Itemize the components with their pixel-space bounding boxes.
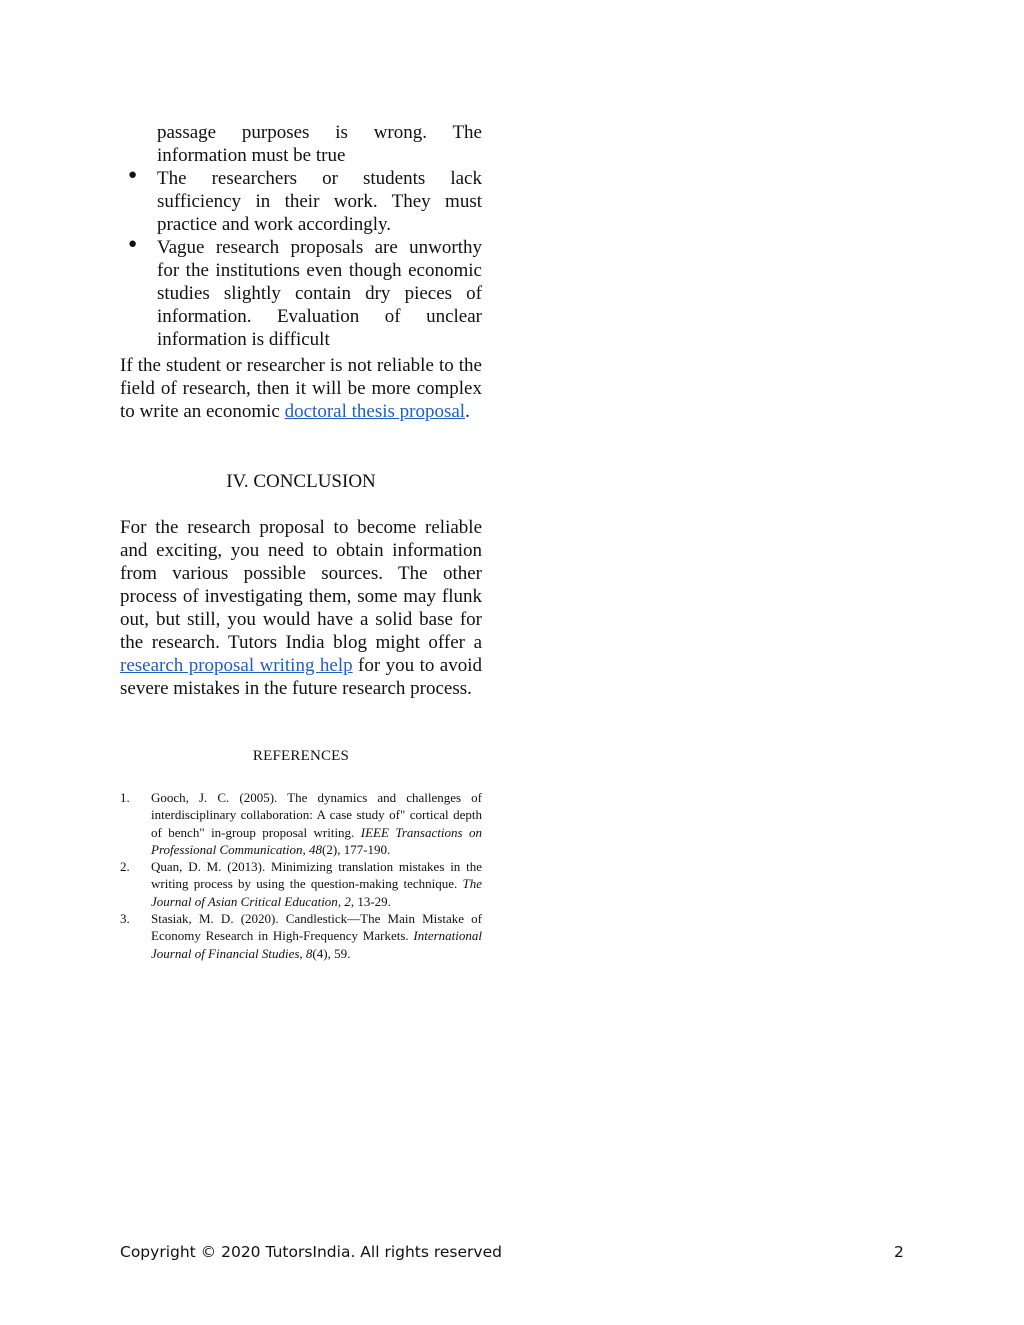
reference-volume: 8 <box>305 945 313 961</box>
section-heading: IV. CONCLUSION <box>226 471 376 492</box>
reference-number: 2. <box>120 859 130 875</box>
paragraph-text-start: For the research proposal to become reliable and exciting, you need to obtain information from various possible sources. The other process of investigating them, some may flunk out, but still, you would have a solid base for the research. Tutors India blog might offer a <box>120 517 482 653</box>
paragraph-text-start: If the student or researcher is not reliable to the field of research, then it will be more complex to write an economic <box>120 355 482 422</box>
paragraph-conclusion <box>120 516 482 700</box>
reference-pages: (4), 59. <box>312 945 351 961</box>
reference-journal: International Journal of Financial Studies <box>151 928 482 961</box>
reference-separator: , <box>299 945 306 961</box>
research-proposal-writing-help-link[interactable]: research proposal writing help <box>120 655 353 676</box>
bullet-icon: ● <box>128 167 138 183</box>
references-heading: REFERENCES <box>252 748 350 764</box>
reference-journal: The Journal of Asian Critical Education <box>151 876 482 909</box>
paragraph-reliability <box>120 354 482 423</box>
paragraph-text-end: for you to avoid severe mistakes in the future research process. <box>120 655 483 699</box>
footer-page-number: 2 <box>894 1243 904 1261</box>
reference-number: 1. <box>120 790 130 805</box>
reference-separator: , <box>337 893 345 909</box>
paragraph-text <box>120 516 482 700</box>
reference-volume: 2 <box>344 893 351 909</box>
paragraph-text <box>120 354 482 423</box>
bullet-section <box>120 121 482 351</box>
reference-item <box>120 858 482 910</box>
bullet-text: Vague research proposals are unworthy for the institutions even though economic studies slightly contain dry pieces of information. Evaluation of unclear information is difficult <box>157 237 482 350</box>
reference-item <box>120 789 482 858</box>
list-item <box>120 236 482 351</box>
bullet-icon: ● <box>128 236 138 252</box>
reference-pages: , 13-29. <box>350 893 391 909</box>
reference-text: Quan, D. M. (2013). Minimizing translation mistakes in the writing process by using the question-making technique. <box>151 859 482 892</box>
reference-text: Stasiak, M. D. (2020). Candlestick—The Main Mistake of Economy Research in High-Frequency Markets. <box>151 911 482 944</box>
reference-separator: , <box>302 841 310 857</box>
reference-volume: 48 <box>309 841 323 857</box>
reference-pages: (2), 177-190. <box>322 841 391 857</box>
reference-text: Gooch, J. C. (2005). The dynamics and challenges of interdisciplinary collaboration: A case study of" cortical depth of bench" in-group proposal writing. <box>151 790 482 840</box>
doctoral-thesis-proposal-link[interactable]: doctoral thesis proposal <box>284 401 466 422</box>
footer-copyright: Copyright © 2020 TutorsIndia. All rights reserved <box>120 1243 502 1261</box>
reference-number: 3. <box>120 911 130 927</box>
references-list <box>120 789 482 962</box>
bullet-text: The researchers or students lack sufficiency in their work. They must practice and work accordingly. <box>157 168 482 235</box>
reference-journal: IEEE Transactions on Professional Communication <box>151 824 482 857</box>
continued-bullet-text: passage purposes is wrong. The information must be true <box>157 122 482 166</box>
paragraph-text-end: . <box>465 401 470 422</box>
bullet-list <box>120 167 482 351</box>
list-item <box>120 167 482 236</box>
reference-item <box>120 910 482 962</box>
